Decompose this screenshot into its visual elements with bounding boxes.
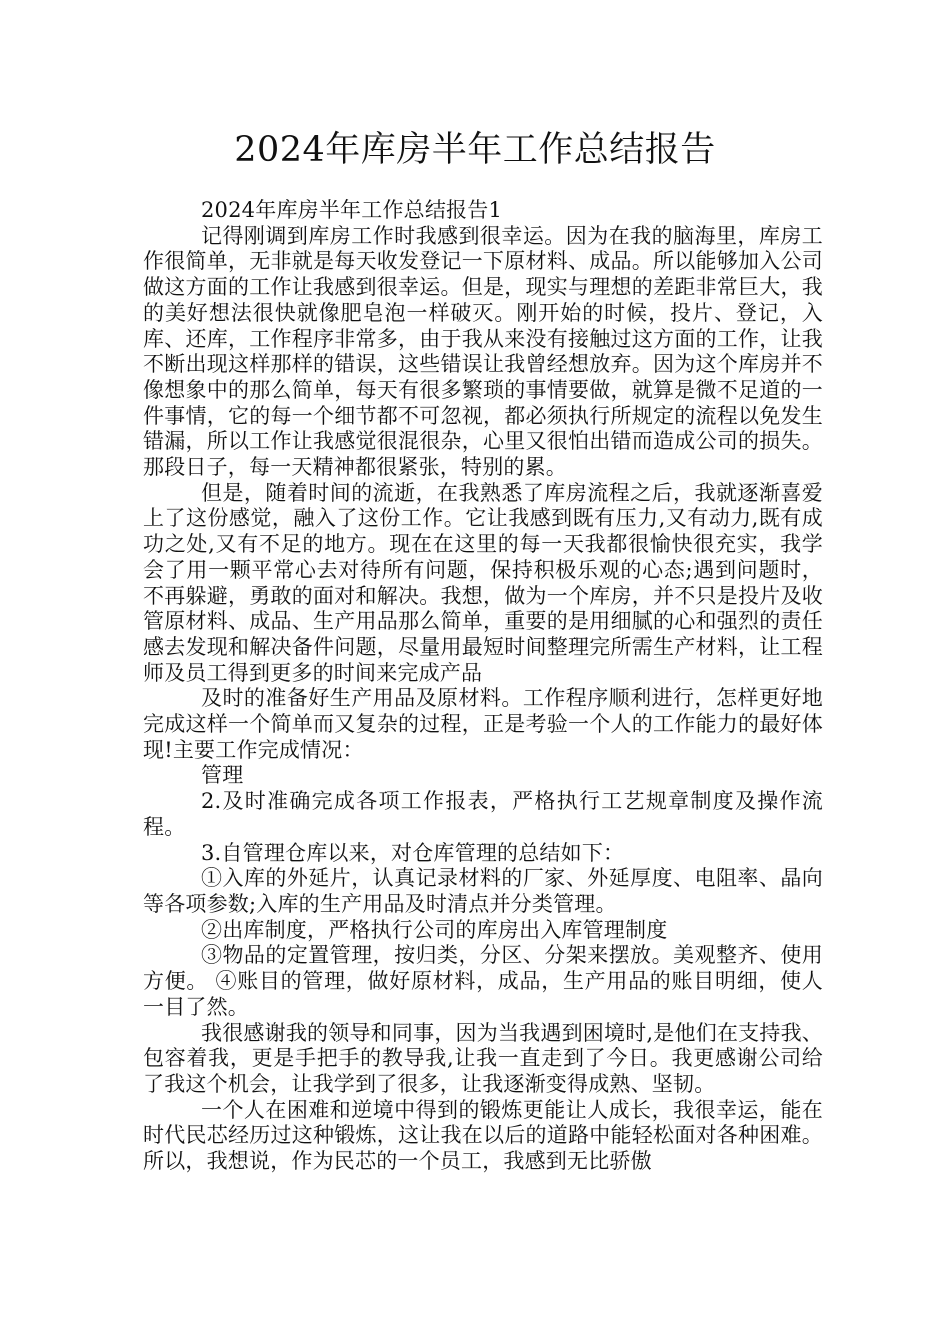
body-paragraph: 管理 (201, 763, 244, 788)
document-body (143, 198, 823, 1175)
body-paragraph: 但是，随着时间的流逝，在我熟悉了库房流程之后，我就逐渐喜爱上了这份感觉，融入了这份工作。它让我感到既有压力,又有动力,既有成功之处,又有不足的地方。现在在这里的每一天我都很愉快很充实，我学会了用一颗平常心去对待所有问题，保持积极乐观的心态;遇到问题时，不再躲避，勇敢的面对和解决。我想，做为一个库房，并不只是投片及收管原材料、成品、生产用品那么简单，重要的是用细腻的心和强烈的责任感去发现和解决备件问题，尽量用最短时间整理完所需生产材料，让工程师及员工得到更多的时间来完成产品 (143, 480, 823, 685)
body-paragraph: 及时的准备好生产用品及原材料。工作程序顺利进行，怎样更好地完成这样一个简单而又复杂的过程，正是考验一个人的工作能力的最好体现!主要工作完成情况： (143, 686, 823, 762)
document-title: 2024年库房半年工作总结报告 (234, 130, 716, 170)
body-paragraph: 我很感谢我的领导和同事，因为当我遇到困境时,是他们在支持我、包容着我，更是手把手的教导我,让我一直走到了今日。我更感谢公司给了我这个机会，让我学到了很多，让我逐渐变得成熟、坚韧。 (143, 1020, 823, 1096)
body-paragraph: ②出库制度，严格执行公司的库房出入库管理制度 (201, 917, 668, 942)
body-paragraph: ③物品的定置管理，按归类，分区、分架来摆放。美观整齐、使用方便。 ④账目的管理，做好原材料，成品，生产用品的账目明细，使人一目了然。 (143, 943, 823, 1019)
body-paragraph: ①入库的外延片，认真记录材料的厂家、外延厚度、电阻率、晶向等各项参数;入库的生产用品及时清点并分类管理。 (143, 866, 823, 916)
subtitle-paragraph: 2024年库房半年工作总结报告1 (201, 198, 503, 222)
body-paragraph: 3.自管理仓库以来，对仓库管理的总结如下： (201, 840, 625, 865)
body-paragraph: 2.及时准确完成各项工作报表，严格执行工艺规章制度及操作流程。 (143, 789, 823, 839)
body-paragraph: 记得刚调到库房工作时我感到很幸运。因为在我的脑海里，库房工作很简单，无非就是每天收发登记一下原材料、成品。所以能够加入公司做这方面的工作让我感到很幸运。但是，现实与理想的差距非常巨大，我的美好想法很快就像肥皂泡一样破灭。刚开始的时候，投片、登记，入库、还库，工作程序非常多，由于我从来没有接触过这方面的工作，让我不断出现这样那样的错误，这些错误让我曾经想放弃。因为这个库房并不像想象中的那么简单，每天有很多繁琐的事情要做，就算是微不足道的一件事情，它的每一个细节都不可忽视，都必须执行所规定的流程以免发生错漏，所以工作让我感觉很混很杂，心里又很怕出错而造成公司的损失。那段日子，每一天精神都很紧张，特别的累。 (143, 223, 823, 480)
body-paragraph: 一个人在困难和逆境中得到的锻炼更能让人成长，我很幸运，能在时代民芯经历过这种锻炼，这让我在以后的道路中能轻松面对各种困难。所以，我想说，作为民芯的一个员工，我感到无比骄傲 (143, 1097, 823, 1174)
